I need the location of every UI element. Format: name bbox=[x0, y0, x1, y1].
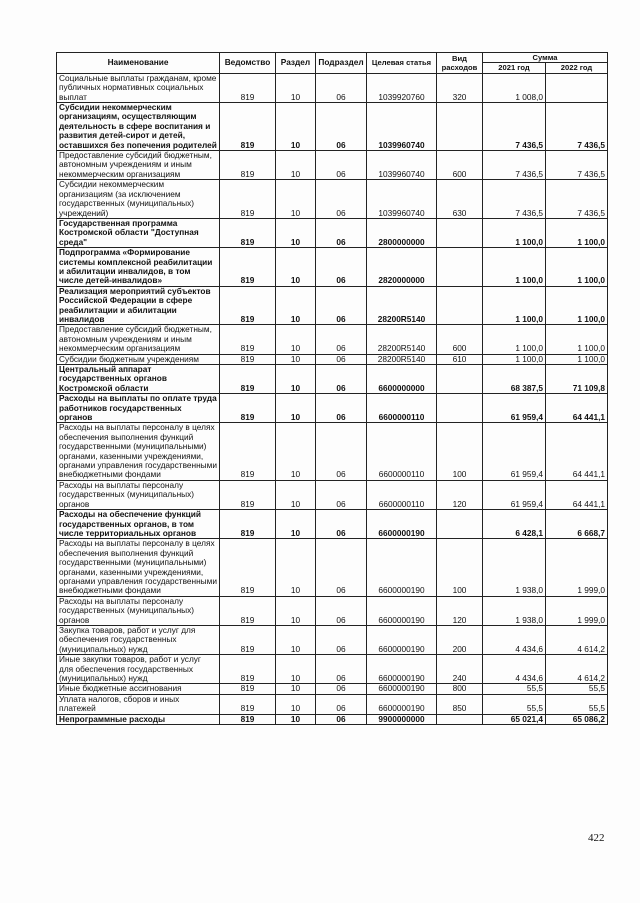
row-target: 28200R5140 bbox=[367, 286, 437, 325]
row-name: Реализация мероприятий субъектов Российской Федерации в сфере реабилитации и абилитации инвалидов bbox=[57, 286, 220, 325]
row-sum-2021: 1 008,0 bbox=[483, 73, 546, 102]
row-podrazdel: 06 bbox=[316, 684, 367, 694]
row-podrazdel: 06 bbox=[316, 325, 367, 354]
row-razdel: 10 bbox=[276, 73, 316, 102]
row-razdel: 10 bbox=[276, 655, 316, 684]
table-row bbox=[57, 286, 608, 325]
row-vid bbox=[437, 218, 483, 247]
row-sum-2021: 1 100,0 bbox=[483, 325, 546, 354]
table-row bbox=[57, 596, 608, 625]
row-name: Государственная программа Костромской области "Доступная среда" bbox=[57, 218, 220, 247]
row-target: 1039920760 bbox=[367, 73, 437, 102]
row-sum-2021: 4 434,6 bbox=[483, 655, 546, 684]
row-name: Подпрограмма «Формирование системы комплексной реабилитации и абилитации инвалидов, в том числе детей-инвалидов» bbox=[57, 248, 220, 287]
row-razdel: 10 bbox=[276, 365, 316, 394]
row-razdel: 10 bbox=[276, 539, 316, 596]
row-name: Закупка товаров, работ и услуг для обеспечения государственных (муниципальных) нужд bbox=[57, 625, 220, 654]
row-vid: 610 bbox=[437, 354, 483, 364]
row-podrazdel: 06 bbox=[316, 218, 367, 247]
row-sum-2022: 4 614,2 bbox=[546, 655, 608, 684]
table-header bbox=[57, 53, 608, 74]
row-vid: 200 bbox=[437, 625, 483, 654]
table-row bbox=[57, 180, 608, 219]
row-vid: 100 bbox=[437, 539, 483, 596]
row-razdel: 10 bbox=[276, 625, 316, 654]
row-name: Субсидии некоммерческим организациям (за исключением государственных (муниципальных) учреждений) bbox=[57, 180, 220, 219]
row-razdel: 10 bbox=[276, 423, 316, 480]
row-sum-2022: 4 614,2 bbox=[546, 625, 608, 654]
row-vid: 630 bbox=[437, 180, 483, 219]
row-razdel: 10 bbox=[276, 286, 316, 325]
col-header-2022: 2022 год bbox=[546, 63, 608, 73]
row-name: Предоставление субсидий бюджетным, автономным учреждениям и иным некоммерческим организациям bbox=[57, 151, 220, 180]
row-sum-2021: 6 428,1 bbox=[483, 510, 546, 539]
row-vedomstvo: 819 bbox=[220, 218, 276, 247]
row-podrazdel: 06 bbox=[316, 103, 367, 151]
row-name: Субсидии некоммерческим организациям, осуществляющим деятельность в сфере воспитания и развития детей-сирот и детей, оставшихся без попечения родителей bbox=[57, 103, 220, 151]
table-row bbox=[57, 655, 608, 684]
row-target: 6600000000 bbox=[367, 365, 437, 394]
row-target: 6600000190 bbox=[367, 596, 437, 625]
row-vid: 600 bbox=[437, 151, 483, 180]
row-podrazdel: 06 bbox=[316, 625, 367, 654]
row-razdel: 10 bbox=[276, 510, 316, 539]
row-name: Непрограммные расходы bbox=[57, 714, 220, 724]
row-podrazdel: 06 bbox=[316, 73, 367, 102]
row-sum-2021: 61 959,4 bbox=[483, 423, 546, 480]
row-vid: 100 bbox=[437, 423, 483, 480]
row-sum-2022: 55,5 bbox=[546, 684, 608, 694]
row-vedomstvo: 819 bbox=[220, 510, 276, 539]
col-header-summa: Сумма bbox=[483, 53, 608, 63]
row-sum-2022: 64 441,1 bbox=[546, 423, 608, 480]
row-name: Иные бюджетные ассигнования bbox=[57, 684, 220, 694]
row-razdel: 10 bbox=[276, 180, 316, 219]
table-row bbox=[57, 73, 608, 102]
row-podrazdel: 06 bbox=[316, 694, 367, 714]
row-sum-2022: 71 109,8 bbox=[546, 365, 608, 394]
row-razdel: 10 bbox=[276, 394, 316, 423]
row-vid bbox=[437, 103, 483, 151]
row-vedomstvo: 819 bbox=[220, 625, 276, 654]
row-sum-2022: 1 999,0 bbox=[546, 539, 608, 596]
row-vid: 600 bbox=[437, 325, 483, 354]
row-vid: 850 bbox=[437, 694, 483, 714]
col-header-podrazdel: Подраздел bbox=[316, 53, 367, 74]
row-target: 6600000110 bbox=[367, 480, 437, 509]
table-row bbox=[57, 354, 608, 364]
col-header-vedomstvo: Ведомство bbox=[220, 53, 276, 74]
table-row bbox=[57, 539, 608, 596]
row-target: 6600000190 bbox=[367, 694, 437, 714]
row-vedomstvo: 819 bbox=[220, 354, 276, 364]
row-sum-2022: 1 100,0 bbox=[546, 325, 608, 354]
row-podrazdel: 06 bbox=[316, 539, 367, 596]
row-sum-2022: 65 086,2 bbox=[546, 714, 608, 724]
row-sum-2021: 68 387,5 bbox=[483, 365, 546, 394]
table-row bbox=[57, 510, 608, 539]
row-target: 2800000000 bbox=[367, 218, 437, 247]
row-podrazdel: 06 bbox=[316, 394, 367, 423]
row-target: 6600000110 bbox=[367, 423, 437, 480]
row-target: 9900000000 bbox=[367, 714, 437, 724]
row-sum-2021: 61 959,4 bbox=[483, 394, 546, 423]
row-vid bbox=[437, 248, 483, 287]
col-header-name: Наименование bbox=[57, 53, 220, 74]
row-name: Центральный аппарат государственных органов Костромской области bbox=[57, 365, 220, 394]
row-vid bbox=[437, 510, 483, 539]
row-podrazdel: 06 bbox=[316, 286, 367, 325]
row-sum-2022: 1 100,0 bbox=[546, 248, 608, 287]
row-name: Расходы на выплаты персоналу государственных (муниципальных) органов bbox=[57, 596, 220, 625]
row-name: Уплата налогов, сборов и иных платежей bbox=[57, 694, 220, 714]
row-vedomstvo: 819 bbox=[220, 694, 276, 714]
row-vedomstvo: 819 bbox=[220, 596, 276, 625]
row-razdel: 10 bbox=[276, 354, 316, 364]
row-sum-2021: 1 100,0 bbox=[483, 354, 546, 364]
col-header-target: Целевая статья bbox=[367, 53, 437, 74]
col-header-vid: Вид расходов bbox=[437, 53, 483, 74]
row-vid: 320 bbox=[437, 73, 483, 102]
row-vedomstvo: 819 bbox=[220, 394, 276, 423]
row-target: 6600000190 bbox=[367, 539, 437, 596]
row-razdel: 10 bbox=[276, 218, 316, 247]
table-row bbox=[57, 684, 608, 694]
row-vid: 240 bbox=[437, 655, 483, 684]
row-target: 28200R5140 bbox=[367, 354, 437, 364]
row-sum-2021: 55,5 bbox=[483, 694, 546, 714]
row-razdel: 10 bbox=[276, 684, 316, 694]
row-target: 1039960740 bbox=[367, 103, 437, 151]
col-header-2021: 2021 год bbox=[483, 63, 546, 73]
row-sum-2021: 4 434,6 bbox=[483, 625, 546, 654]
row-sum-2022 bbox=[546, 73, 608, 102]
row-vedomstvo: 819 bbox=[220, 684, 276, 694]
col-header-razdel: Раздел bbox=[276, 53, 316, 74]
row-vedomstvo: 819 bbox=[220, 248, 276, 287]
row-sum-2021: 61 959,4 bbox=[483, 480, 546, 509]
row-target: 2820000000 bbox=[367, 248, 437, 287]
row-name: Субсидии бюджетным учреждениям bbox=[57, 354, 220, 364]
row-podrazdel: 06 bbox=[316, 248, 367, 287]
row-sum-2021: 65 021,4 bbox=[483, 714, 546, 724]
table-row bbox=[57, 151, 608, 180]
row-sum-2021: 55,5 bbox=[483, 684, 546, 694]
row-vedomstvo: 819 bbox=[220, 325, 276, 354]
row-sum-2022: 1 100,0 bbox=[546, 218, 608, 247]
row-vedomstvo: 819 bbox=[220, 73, 276, 102]
row-podrazdel: 06 bbox=[316, 714, 367, 724]
row-vedomstvo: 819 bbox=[220, 539, 276, 596]
row-vid: 120 bbox=[437, 596, 483, 625]
table-row bbox=[57, 714, 608, 724]
row-name: Расходы на выплаты персоналу в целях обеспечения выполнения функций государственными (муниципальными) органами, казенными учреждениями, органами управления государственными внебюджетными фондами bbox=[57, 423, 220, 480]
row-sum-2021: 1 100,0 bbox=[483, 286, 546, 325]
table-row bbox=[57, 394, 608, 423]
row-sum-2021: 1 100,0 bbox=[483, 248, 546, 287]
table-row bbox=[57, 103, 608, 151]
row-name: Расходы на выплаты персоналу государственных (муниципальных) органов bbox=[57, 480, 220, 509]
row-razdel: 10 bbox=[276, 714, 316, 724]
row-razdel: 10 bbox=[276, 103, 316, 151]
table-body bbox=[57, 73, 608, 724]
row-sum-2022: 7 436,5 bbox=[546, 103, 608, 151]
row-vedomstvo: 819 bbox=[220, 180, 276, 219]
row-vedomstvo: 819 bbox=[220, 286, 276, 325]
row-sum-2022: 64 441,1 bbox=[546, 480, 608, 509]
row-sum-2022: 64 441,1 bbox=[546, 394, 608, 423]
table-row bbox=[57, 325, 608, 354]
row-razdel: 10 bbox=[276, 480, 316, 509]
table-row bbox=[57, 218, 608, 247]
table-row bbox=[57, 694, 608, 714]
row-target: 28200R5140 bbox=[367, 325, 437, 354]
row-target: 6600000190 bbox=[367, 684, 437, 694]
row-razdel: 10 bbox=[276, 596, 316, 625]
row-name: Расходы на выплаты персоналу в целях обеспечения выполнения функций государственными (муниципальными) органами, казенными учреждениями, органами управления государственными внебюджетными фондами bbox=[57, 539, 220, 596]
row-vid bbox=[437, 714, 483, 724]
row-target: 6600000110 bbox=[367, 394, 437, 423]
row-podrazdel: 06 bbox=[316, 655, 367, 684]
row-target: 6600000190 bbox=[367, 625, 437, 654]
row-podrazdel: 06 bbox=[316, 354, 367, 364]
row-vid bbox=[437, 286, 483, 325]
table-row bbox=[57, 365, 608, 394]
row-razdel: 10 bbox=[276, 248, 316, 287]
row-sum-2022: 1 100,0 bbox=[546, 354, 608, 364]
row-vid bbox=[437, 394, 483, 423]
page-number: 422 bbox=[588, 832, 605, 844]
row-vid: 800 bbox=[437, 684, 483, 694]
row-vedomstvo: 819 bbox=[220, 103, 276, 151]
row-sum-2022: 6 668,7 bbox=[546, 510, 608, 539]
row-podrazdel: 06 bbox=[316, 365, 367, 394]
row-sum-2021: 7 436,5 bbox=[483, 151, 546, 180]
row-vedomstvo: 819 bbox=[220, 151, 276, 180]
row-target: 6600000190 bbox=[367, 655, 437, 684]
row-sum-2022: 1 999,0 bbox=[546, 596, 608, 625]
row-razdel: 10 bbox=[276, 694, 316, 714]
row-podrazdel: 06 bbox=[316, 480, 367, 509]
row-name: Социальные выплаты гражданам, кроме публичных нормативных социальных выплат bbox=[57, 73, 220, 102]
row-name: Иные закупки товаров, работ и услуг для обеспечения государственных (муниципальных) нужд bbox=[57, 655, 220, 684]
row-sum-2022: 55,5 bbox=[546, 694, 608, 714]
row-vid: 120 bbox=[437, 480, 483, 509]
table-row bbox=[57, 423, 608, 480]
row-podrazdel: 06 bbox=[316, 423, 367, 480]
row-sum-2022: 1 100,0 bbox=[546, 286, 608, 325]
row-target: 6600000190 bbox=[367, 510, 437, 539]
row-sum-2021: 1 938,0 bbox=[483, 539, 546, 596]
row-sum-2021: 7 436,5 bbox=[483, 180, 546, 219]
budget-table bbox=[56, 52, 608, 725]
row-name: Предоставление субсидий бюджетным, автономным учреждениям и иным некоммерческим организациям bbox=[57, 325, 220, 354]
row-sum-2022: 7 436,5 bbox=[546, 180, 608, 219]
row-podrazdel: 06 bbox=[316, 151, 367, 180]
row-name: Расходы на обеспечение функций государственных органов, в том числе территориальных органов bbox=[57, 510, 220, 539]
row-sum-2021: 7 436,5 bbox=[483, 103, 546, 151]
row-razdel: 10 bbox=[276, 151, 316, 180]
row-podrazdel: 06 bbox=[316, 510, 367, 539]
row-target: 1039960740 bbox=[367, 151, 437, 180]
row-vedomstvo: 819 bbox=[220, 423, 276, 480]
row-vedomstvo: 819 bbox=[220, 365, 276, 394]
row-sum-2022: 7 436,5 bbox=[546, 151, 608, 180]
table-row bbox=[57, 248, 608, 287]
table-row bbox=[57, 625, 608, 654]
row-vedomstvo: 819 bbox=[220, 480, 276, 509]
row-vid bbox=[437, 365, 483, 394]
row-sum-2021: 1 100,0 bbox=[483, 218, 546, 247]
row-podrazdel: 06 bbox=[316, 596, 367, 625]
row-razdel: 10 bbox=[276, 325, 316, 354]
row-target: 1039960740 bbox=[367, 180, 437, 219]
row-name: Расходы на выплаты по оплате труда работников государственных органов bbox=[57, 394, 220, 423]
row-vedomstvo: 819 bbox=[220, 655, 276, 684]
row-sum-2021: 1 938,0 bbox=[483, 596, 546, 625]
row-vedomstvo: 819 bbox=[220, 714, 276, 724]
table-row bbox=[57, 480, 608, 509]
row-podrazdel: 06 bbox=[316, 180, 367, 219]
